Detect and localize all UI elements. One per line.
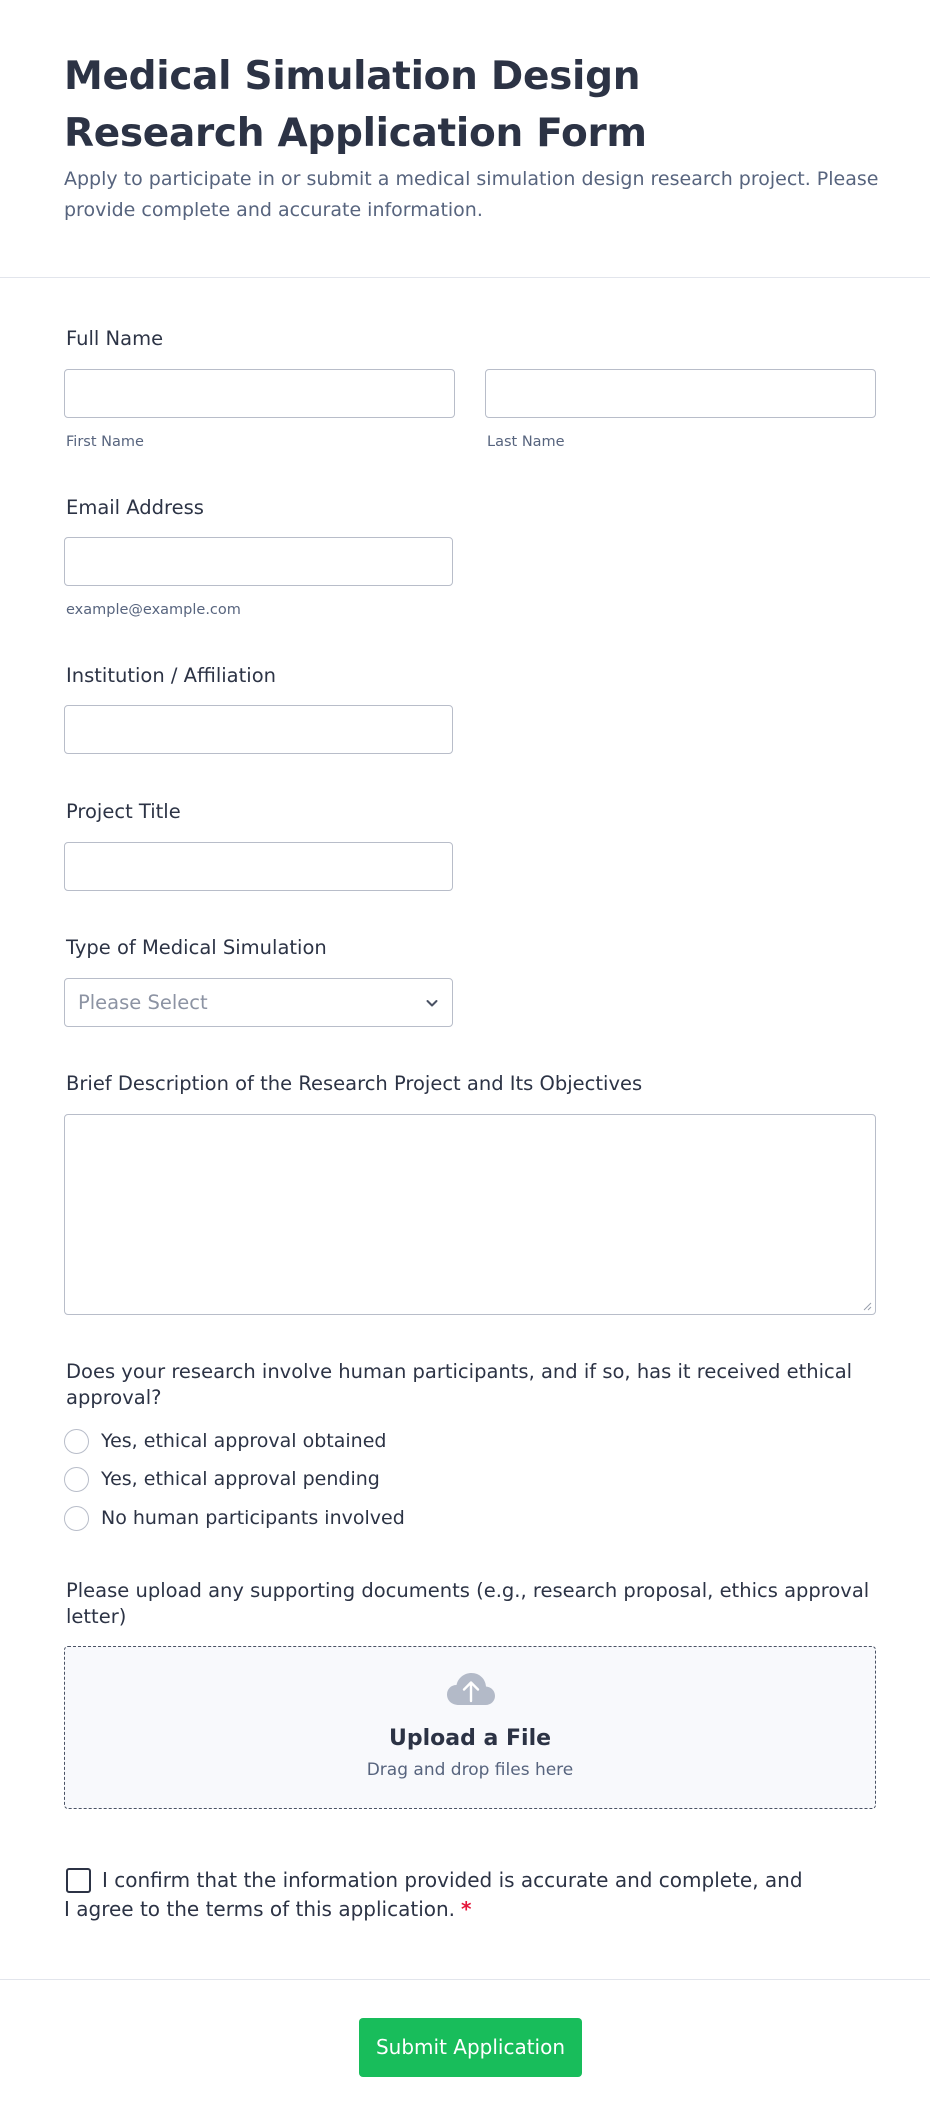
resize-handle-icon[interactable]	[862, 1301, 872, 1311]
simulation-type-placeholder: Please Select	[78, 991, 208, 1014]
radio-label: Yes, ethical approval pending	[101, 1468, 380, 1490]
upload-subtitle: Drag and drop files here	[366, 1760, 574, 1780]
institution-input[interactable]	[64, 705, 453, 754]
simulation-type-label: Type of Medical Simulation	[66, 936, 327, 959]
first-name-sublabel: First Name	[66, 434, 144, 450]
file-upload-dropzone[interactable]	[64, 1646, 876, 1809]
institution-label: Institution / Affiliation	[66, 664, 276, 687]
radio-button[interactable]	[64, 1467, 89, 1492]
project-title-label: Project Title	[66, 800, 181, 823]
first-name-input[interactable]	[64, 369, 455, 418]
ethics-question: Does your research involve human participants, and if so, has it received ethical approval?	[66, 1360, 853, 1409]
upload-title: Upload a File	[388, 1726, 552, 1751]
form-title: Medical Simulation Design Research Application Form	[64, 54, 647, 156]
last-name-input[interactable]	[485, 369, 876, 418]
submit-button[interactable]: Submit Application	[359, 2018, 582, 2077]
email-sublabel: example@example.com	[66, 602, 241, 618]
description-label: Brief Description of the Research Project and Its Objectives	[66, 1072, 643, 1095]
upload-label: Please upload any supporting documents (e.g., research proposal, ethics approval letter)	[66, 1579, 870, 1628]
simulation-type-select[interactable]	[64, 978, 453, 1027]
form-header	[0, 0, 930, 278]
consent-label: I confirm that the information provided is accurate and complete, and I agree to the terms of this application.	[64, 1868, 803, 1921]
radio-button[interactable]	[64, 1506, 89, 1531]
radio-label: No human participants involved	[101, 1507, 405, 1529]
footer-divider	[0, 1979, 930, 1980]
radio-button[interactable]	[64, 1429, 89, 1454]
cloud-upload-icon	[445, 1671, 497, 1707]
project-title-input[interactable]	[64, 842, 453, 891]
email-label: Email Address	[66, 496, 204, 519]
full-name-label: Full Name	[66, 327, 164, 350]
form-subtitle: Apply to participate in or submit a medical simulation design research project. Please provide complete and accurate information.	[64, 168, 879, 221]
last-name-sublabel: Last Name	[487, 434, 565, 450]
consent-text	[64, 1866, 804, 1924]
email-input[interactable]	[64, 537, 453, 586]
required-marker: *	[461, 1897, 472, 1921]
description-textarea[interactable]	[64, 1114, 876, 1315]
radio-label: Yes, ethical approval obtained	[101, 1430, 387, 1452]
chevron-down-icon	[424, 995, 440, 1011]
